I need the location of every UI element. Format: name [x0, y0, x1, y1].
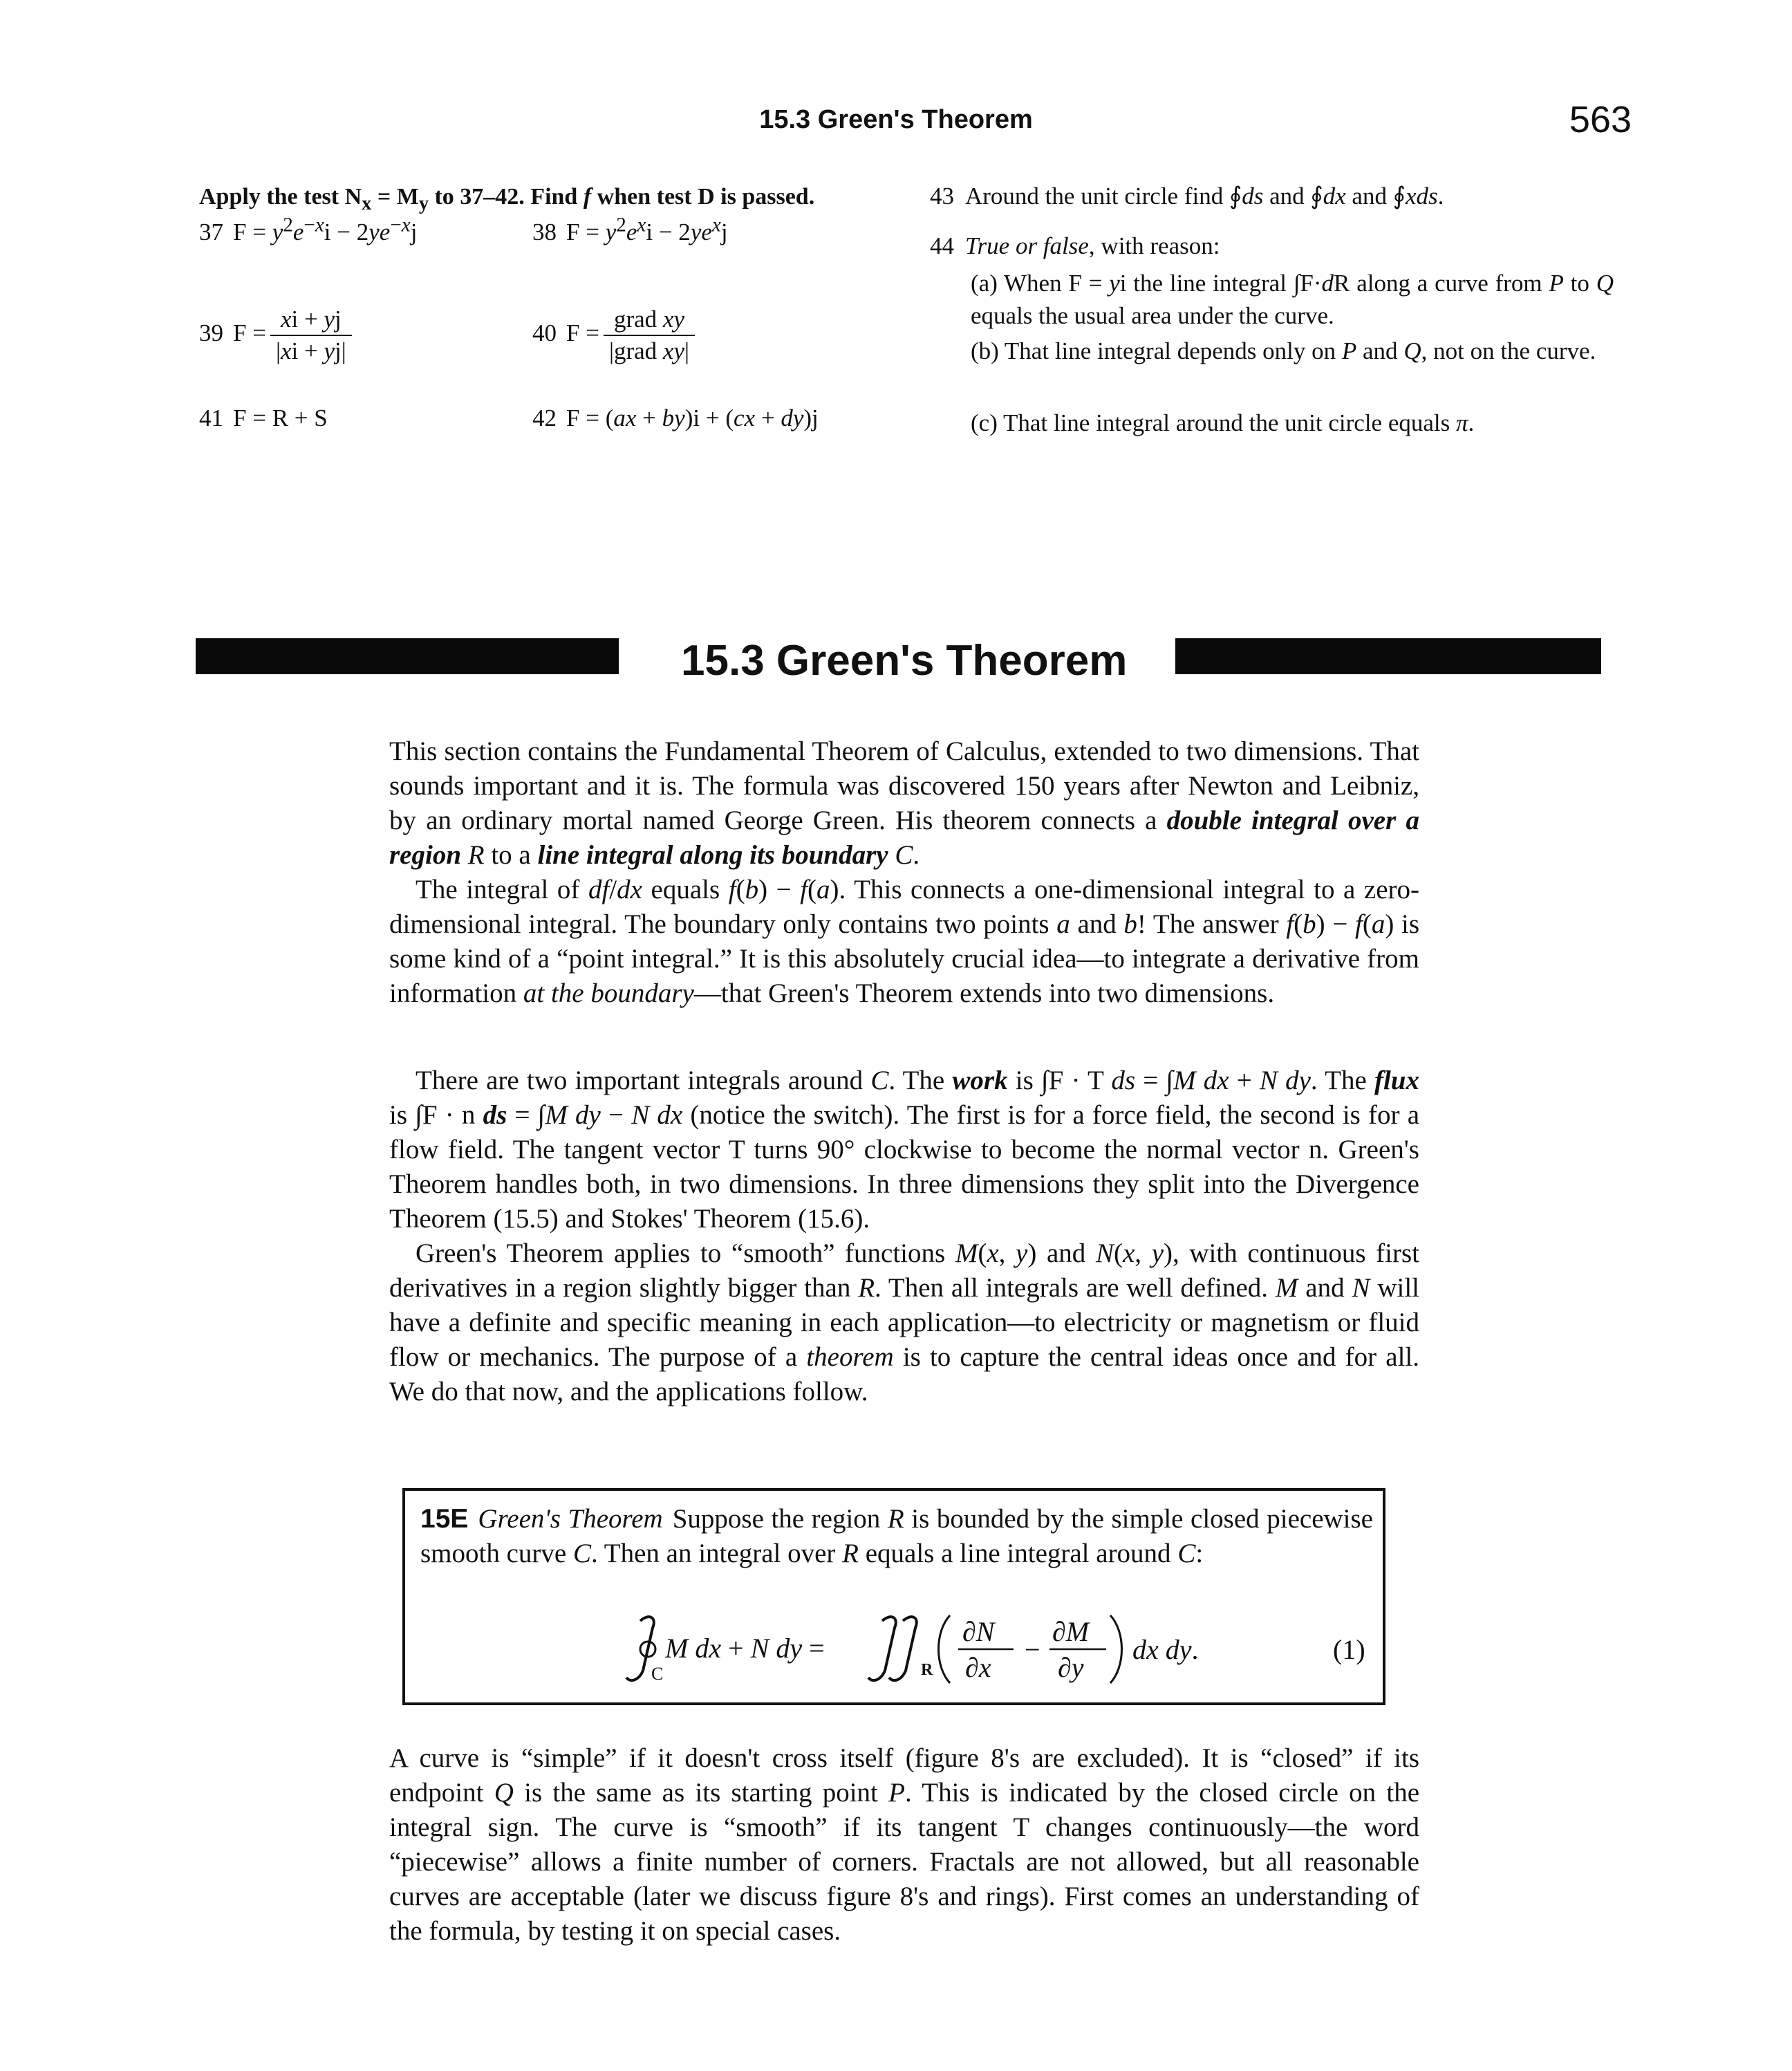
exercise-40: [532, 304, 699, 366]
fraction-denominator: |xi + yj|: [275, 337, 346, 364]
page-number: 563: [1569, 99, 1632, 140]
term2-denominator: ∂y: [1058, 1652, 1084, 1683]
left-paren: [939, 1615, 951, 1683]
problem-number: 44: [930, 232, 954, 259]
exercise-39: [199, 304, 356, 366]
paragraph-4: Green's Theorem applies to “smooth” functions M(x, y) and N(x, y), with continuous first derivatives in a region slightly bigger than R. Then all integrals are well defined. M and N will have a definite and specific meaning in each application—to electricity or magnetism or fluid flow or mechanics. The purpose of a theorem is to capture the central ideas once and for all. We do that now, and the applications follow.: [389, 1238, 1419, 1406]
paragraph-5: A curve is “simple” if it doesn't cross itself (figure 8's are excluded). It is “closed” if its endpoint Q is the same as its starting point P. This is indicated by the closed circle on the integral sign. The curve is “smooth” if its tangent T changes continuously—the word “piecewise” allows a finite number of corners. Fractals are not allowed, but all reasonable curves are acceptable (later we discuss figure 8's and rings). First comes an understanding of the formula, by testing it on special cases.: [389, 1743, 1420, 1946]
term2-numerator: ∂M: [1052, 1616, 1090, 1647]
section-banner-right-bar: [1175, 638, 1601, 674]
theorem-name: Green's Theorem: [478, 1504, 663, 1534]
exercise-instruction: Apply the test $N_x = M_y$ to 37–42. Find f when test D is passed.: [199, 184, 815, 214]
equation-number: (1): [1333, 1634, 1365, 1665]
exercise-expression: F = R + S: [233, 405, 328, 431]
theorem-statement: [420, 1502, 1373, 1571]
exercise-number: 42: [532, 405, 557, 431]
exercise-number: 41: [199, 405, 223, 431]
section-banner-left-bar: [196, 638, 619, 674]
double-integral-sign-2: [889, 1617, 917, 1680]
exercise-number: 39: [199, 319, 223, 347]
theorem-label: 15E: [420, 1504, 469, 1534]
exercise-number: 40: [532, 319, 557, 347]
exercise-37: [199, 209, 417, 248]
exercise-42: [532, 402, 819, 434]
greens-theorem-equation: [622, 1611, 1376, 1687]
double-integral-sign-1: [868, 1617, 896, 1680]
problem-44-lead: [930, 230, 1220, 262]
minus-sign: −: [1025, 1634, 1040, 1665]
exercise-38: [532, 209, 728, 248]
fraction: [270, 304, 352, 366]
equation-tail: dx dy.: [1132, 1634, 1199, 1665]
running-header: 15.3 Green's Theorem: [759, 105, 1033, 134]
fraction-denominator: |grad xy|: [608, 337, 690, 364]
exercise-lhs: F =: [233, 319, 266, 347]
exercise-number: 37: [199, 218, 223, 245]
exercise-lhs: F =: [566, 319, 599, 347]
term1-numerator: ∂N: [962, 1616, 995, 1647]
region-subscript: R: [921, 1661, 933, 1679]
exercise-expression: $F = y^2e^{-x}i - 2ye^{-x}j$: [233, 214, 418, 245]
fraction-numerator: xi + yj: [270, 304, 352, 336]
paragraph-2: The integral of df/dx equals f(b) − f(a). This connects a one-dimensional integral to a zero-dimensional integral. The boundary only contains two points a and b! The answer f(b) − f(a) is some kind of a “point integral.” It is this absolutely crucial idea—to integrate a derivative from information at the boundary—that Green's Theorem extends into two dimensions.: [389, 875, 1420, 1008]
term1-denominator: ∂x: [965, 1652, 991, 1683]
problem-43: [930, 180, 1621, 212]
problem-text: Around the unit circle find ∮ds and ∮dx and ∮xds.: [965, 183, 1444, 210]
section-title: 15.3 Green's Theorem: [681, 637, 1128, 685]
fraction: [604, 304, 695, 366]
paragraph-3: There are two important integrals around C. The work is ∫F · T ds = ∫M dx + N dy. The flux is ∫F · n ds = ∫M dy − N dx (notice the switch). The first is for a force field, the second is for a flow field. The tangent vector T turns 90° clockwise to become the normal vector n. Green's Theorem handles both, in two dimensions. In three dimensions they split into the Divergence Theorem (15.5) and Stokes' Theorem (15.6).: [389, 1066, 1419, 1234]
problem-number: 43: [930, 183, 954, 210]
fraction-numerator: grad xy: [604, 304, 695, 336]
exercise-expression: $F = y^2e^xi - 2ye^xj$: [566, 214, 728, 245]
problem-44-part-c: (c) That line integral around the unit circle equals π.: [971, 409, 1475, 436]
theorem-text: Suppose the region R is bounded by the simple closed piecewise smooth curve C. Then an integral over R equals a line integral around C:: [420, 1504, 1373, 1568]
paragraph-1: This section contains the Fundamental Theorem of Calculus, extended to two dimensions. That sounds important and it is. The formula was discovered 150 years after Newton and Leibniz, by an ordinary mortal named George Green. His theorem connects a double integral over a region R to a line integral along its boundary C.: [389, 736, 1419, 870]
equation-lhs: M dx + N dy =: [665, 1633, 825, 1664]
right-paren: [1110, 1615, 1122, 1683]
problem-text: True or false, with reason:: [965, 232, 1220, 259]
contour-subscript: C: [651, 1664, 664, 1684]
exercise-41: [199, 402, 328, 434]
exercise-number: 38: [532, 218, 557, 245]
problem-44-part-b: (b) That line integral depends only on P and Q, not on the curve.: [971, 337, 1596, 364]
problem-44-part-a: (a) When F = yi the line integral ∫F·dR along a curve from P to Q equals the usual area under the curve.: [971, 270, 1614, 329]
exercise-expression: F = (ax + by)i + (cx + dy)j: [566, 405, 819, 431]
